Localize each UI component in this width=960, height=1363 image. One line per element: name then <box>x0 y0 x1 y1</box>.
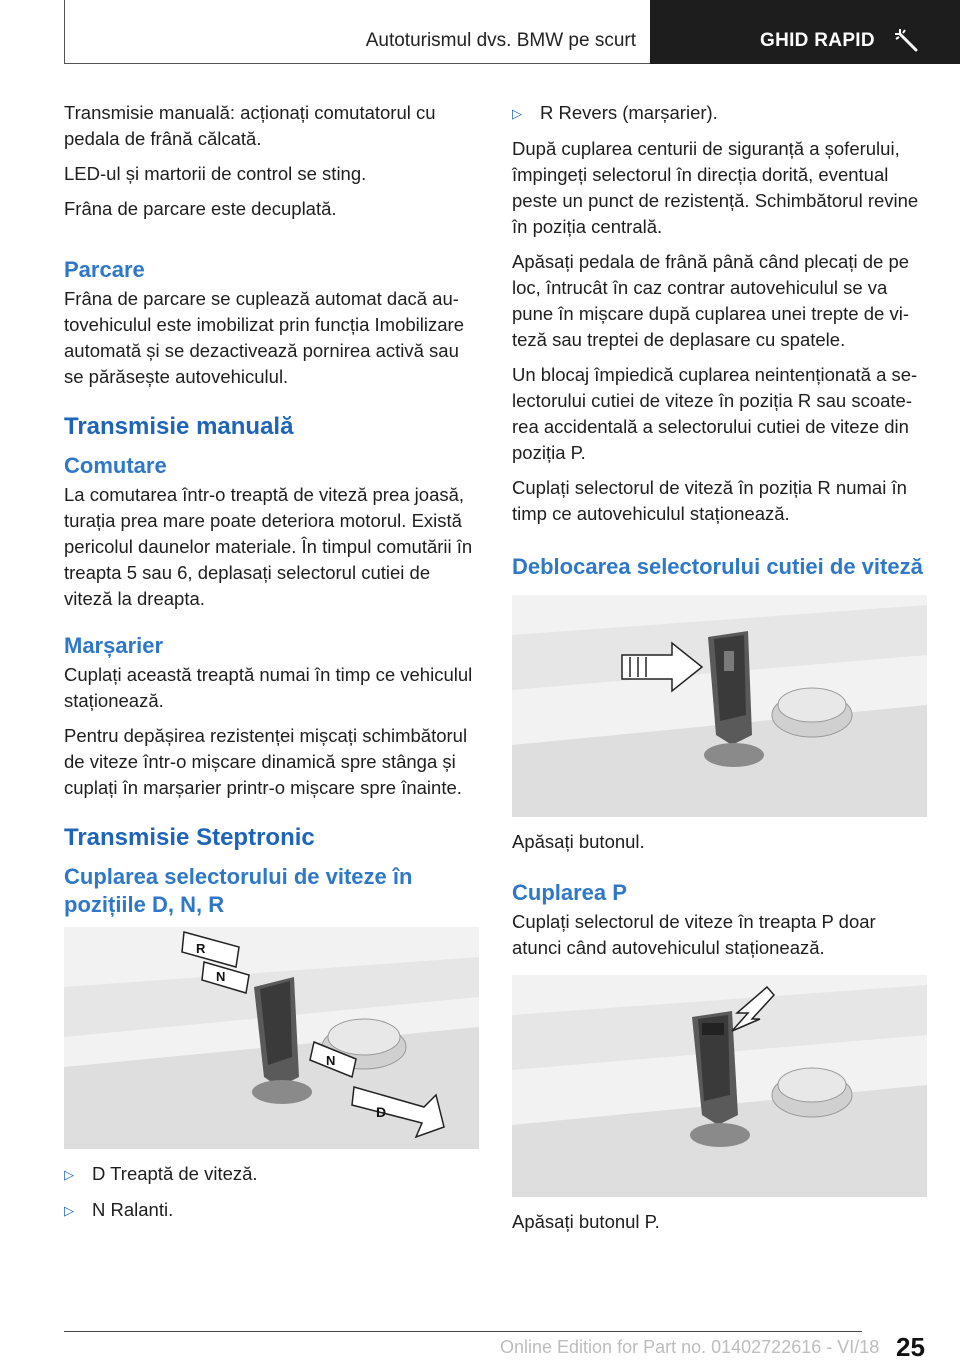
park-button-figure <box>512 975 927 1197</box>
unlock-button-figure <box>512 595 927 817</box>
unlock-button-illustration <box>512 595 927 817</box>
page-number: 25 <box>896 1332 925 1362</box>
paragraph: Transmisie manuală: acționați comutatorul cu pedala de frână călcată. <box>64 102 436 149</box>
heading-marsarier: Marșarier <box>64 633 164 658</box>
paragraph: Pentru depășirea rezistenței mișcați schimbătorul de viteze într-o mișcare dinamică spre stânga și cuplați în marșarier printr-o mișcare spre înainte. <box>64 725 468 798</box>
figure-label-r: R <box>196 941 206 956</box>
right-column <box>512 100 927 1244</box>
quick-guide-tab-label: GHID RAPID <box>760 30 875 51</box>
paragraph: Cuplați această treaptă numai în timp ce vehiculul staționează. <box>64 664 473 711</box>
heading-cuplarea-dnr: Cuplarea selectorului de viteze în pozițiile D, N, R <box>64 864 413 917</box>
heading-cuplarea-p: Cuplarea P <box>512 880 627 905</box>
list-item <box>64 1161 479 1188</box>
triangle-bullet-icon: ▷ <box>512 106 522 121</box>
triangle-bullet-icon: ▷ <box>64 1167 74 1182</box>
heading-comutare: Comutare <box>64 453 167 478</box>
heading-parcare: Parcare <box>64 257 145 282</box>
gear-selector-dnr-figure <box>64 927 479 1149</box>
heading-deblocare: Deblocarea selectorului cutiei de viteză <box>512 554 923 579</box>
figure-label-n-top: N <box>216 969 226 984</box>
heading-transmisie-steptronic: Transmisie Steptronic <box>64 824 315 851</box>
chapter-title: Autoturismul dvs. BMW pe scurt <box>365 30 636 51</box>
magic-wand-icon <box>894 28 920 54</box>
quick-guide-tab[interactable] <box>650 0 960 64</box>
paragraph: Cuplați selectorul de viteză în poziția R numai în timp ce autovehiculul staționează. <box>512 477 907 524</box>
paragraph: Apăsați pedala de frână până când plecați de pe loc, întrucât în caz contrar autovehiculul se va pune în mișcare după cuplarea unei trepte de viteză sau treptei de deplasare cu spatele. <box>512 251 910 350</box>
footer-rule <box>64 1331 862 1332</box>
park-button-illustration <box>512 975 927 1197</box>
list-item-text: D Treaptă de viteză. <box>92 1163 258 1184</box>
list-item-text: R Revers (marșarier). <box>540 102 718 123</box>
figure-caption: Apăsați butonul P. <box>512 1211 660 1232</box>
header-rule-bottom <box>64 63 650 64</box>
figure-caption: Apăsați butonul. <box>512 831 645 852</box>
footer-edition: Online Edition for Part no. 01402722616 - VI/18 <box>500 1337 880 1357</box>
triangle-bullet-icon: ▷ <box>64 1203 74 1218</box>
paragraph: LED-ul și martorii de control se sting. <box>64 163 367 184</box>
paragraph: Frâna de parcare este decuplată. <box>64 198 337 219</box>
paragraph: La comutarea într-o treaptă de viteză prea joasă, turația prea mare poate deteriora motorul. Există pericolul daunelor materiale. În timpul comutării în treapta 5 sau 6, deplasați selectorul cutiei de viteză la dreapta. <box>64 484 473 609</box>
gear-selector-illustration <box>64 927 479 1149</box>
left-column <box>64 100 479 1233</box>
figure-label-d: D <box>376 1104 387 1120</box>
paragraph: După cuplarea centurii de siguranță a șoferului, împingeți selectorul în direcția dorită, eventual peste un punct de rezistență. Schimbătorul revine în poziția centrală. <box>512 138 919 237</box>
list-item <box>64 1197 479 1224</box>
paragraph: Cuplați selectorul de viteze în treapta P doar atunci când autovehiculul staționează. <box>512 911 876 958</box>
paragraph: Un blocaj împiedică cuplarea neintenționată a selectorului cutiei de viteze în poziția R sau scoaterea accidentală a selectorului cutiei de viteze din poziția P. <box>512 364 918 463</box>
figure-label-n-bottom: N <box>326 1053 336 1068</box>
paragraph: Frâna de parcare se cuplează automat dacă autovehiculul este imobilizat prin funcția Imobilizare automată și se dezactivează pornirea activă sau se părăsește autovehiculul. <box>64 288 464 387</box>
heading-transmisie-manuala: Transmisie manuală <box>64 413 294 440</box>
list-item-text: N Ralanti. <box>92 1199 174 1220</box>
list-item <box>512 100 927 127</box>
